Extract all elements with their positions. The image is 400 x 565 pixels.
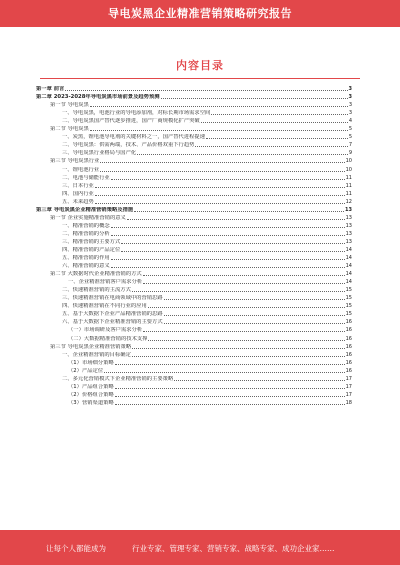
footer-slogan: 让每个人都能成为 xyxy=(46,544,106,553)
toc-entry[interactable] xyxy=(36,270,352,278)
toc-entry-page: 14 xyxy=(345,255,352,262)
toc-entry[interactable] xyxy=(36,334,352,342)
toc-entry[interactable] xyxy=(36,101,352,109)
toc-entry[interactable] xyxy=(36,391,352,399)
toc-entry[interactable] xyxy=(36,367,352,375)
toc-entry-page: 17 xyxy=(345,383,352,390)
toc-entry[interactable] xyxy=(36,326,352,334)
toc-entry[interactable] xyxy=(36,149,352,157)
toc-entry-label: 第二节 导电炭黑 xyxy=(50,126,89,133)
toc-leader-dots xyxy=(164,299,345,300)
toc-leader-dots xyxy=(132,291,345,292)
toc-entry[interactable] xyxy=(36,375,352,383)
toc-leader-dots xyxy=(148,307,345,308)
toc-entry-label: （一）市场调研及客户需求分析 xyxy=(68,327,143,334)
toc-entry[interactable] xyxy=(36,133,352,141)
toc-entry-label: 二、电池与储能行业 xyxy=(62,174,110,181)
toc-entry[interactable] xyxy=(36,125,352,133)
toc-entry-label: 二、导电炭黑国产替代逐步推进，国产厂商规模化扩产突破 xyxy=(62,118,200,125)
toc-leader-dots xyxy=(132,356,345,357)
toc-title: 内容目录 xyxy=(176,59,224,72)
toc-entry-page: 12 xyxy=(345,198,352,205)
toc-entry-label: （3）营销渠道策略 xyxy=(68,399,114,406)
toc-entry-page: 15 xyxy=(345,287,352,294)
toc-leader-dots xyxy=(201,122,348,123)
toc-entry-page: 16 xyxy=(345,327,352,334)
toc-entry[interactable] xyxy=(36,165,352,173)
toc-entry-label: 第三节 导电炭黑企业精准营销策略 xyxy=(50,343,132,350)
toc-entry[interactable] xyxy=(36,109,352,117)
toc-entry[interactable] xyxy=(36,238,352,246)
toc-entry-label: 二、导电炭黑：供需两端，技术、产品价格双重下行趋势 xyxy=(62,142,195,149)
toc-entry-page: 13 xyxy=(345,214,352,221)
toc-entry-label: 四、国内行业 xyxy=(62,190,94,197)
toc-entry-page: 11 xyxy=(345,174,352,181)
toc-entry-page: 9 xyxy=(348,150,352,157)
toc-entry-label: 第一节 导电炭黑 xyxy=(50,102,89,109)
toc-leader-dots xyxy=(174,380,344,381)
toc-leader-dots xyxy=(115,404,345,405)
toc-entry[interactable] xyxy=(36,230,352,238)
toc-leader-dots xyxy=(132,348,344,349)
toc-entry-page: 13 xyxy=(345,238,352,245)
toc-entry-page: 5 xyxy=(348,134,352,141)
toc-leader-dots xyxy=(211,114,347,115)
toc-entry[interactable] xyxy=(36,278,352,286)
toc-entry-page: 3 xyxy=(348,94,352,101)
toc-entry-page: 11 xyxy=(345,190,352,197)
toc-entry-page: 10 xyxy=(345,166,352,173)
toc-entry-page: 13 xyxy=(345,206,352,213)
toc-entry-label: 一、炭黑，锂电池导电剂的关键材料之一，国产替代进程提速 xyxy=(62,134,206,141)
toc-entry-label: 四、快速精准营销在不同行业的应用 xyxy=(62,303,147,310)
toc-leader-dots xyxy=(65,90,347,91)
toc-leader-dots xyxy=(161,98,348,99)
footer-tagline: 行业专家、管理专家、营销专家、战略专家、成功企业家…… xyxy=(132,544,335,553)
toc-entry-page: 14 xyxy=(345,246,352,253)
toc-entry-page: 16 xyxy=(345,319,352,326)
toc-entry-label: 一、企业精准营销的目标确定 xyxy=(62,351,131,358)
toc-entry[interactable] xyxy=(36,93,352,101)
table-of-contents xyxy=(36,85,352,407)
toc-entry-label: 三、精准营销的主要方式 xyxy=(62,238,121,245)
toc-entry-page: 16 xyxy=(345,343,352,350)
toc-leader-dots xyxy=(134,211,344,212)
toc-entry-page: 13 xyxy=(345,230,352,237)
toc-entry[interactable] xyxy=(36,310,352,318)
toc-entry-label: （2）价格组合策略 xyxy=(68,391,114,398)
toc-leader-dots xyxy=(111,235,345,236)
toc-entry-label: 六、精准营销的意义 xyxy=(62,263,110,270)
toc-entry-label: 六、基于大数据下企业精准营销的主要方式 xyxy=(62,319,163,326)
toc-leader-dots xyxy=(121,251,344,252)
toc-entry-label: 二、多元化营销模式下企业精准营销的主要策略 xyxy=(62,375,174,382)
toc-divider xyxy=(40,78,360,79)
toc-leader-dots xyxy=(111,227,345,228)
toc-entry-page: 14 xyxy=(345,263,352,270)
toc-leader-dots xyxy=(104,372,344,373)
toc-entry[interactable] xyxy=(36,343,352,351)
toc-leader-dots xyxy=(127,219,345,220)
toc-entry-label: 五、精准营销的作用 xyxy=(62,255,110,262)
toc-leader-dots xyxy=(100,162,344,163)
toc-entry-label: 一、锂电池行业 xyxy=(62,166,100,173)
toc-entry[interactable] xyxy=(36,206,352,214)
toc-entry-label: 一、导电炭黑，电池行业的导电添加剂，对标长期市场需求空间 xyxy=(62,110,211,117)
toc-entry[interactable] xyxy=(36,383,352,391)
toc-entry-label: 二、快速精准营销的主流方式 xyxy=(62,287,131,294)
toc-entry-label: 五、未来趋势 xyxy=(62,198,94,205)
toc-entry-label: （1）市场细分策略 xyxy=(68,359,114,366)
toc-entry-page: 16 xyxy=(345,351,352,358)
toc-leader-dots xyxy=(111,267,345,268)
toc-entry-page: 7 xyxy=(348,142,352,149)
toc-entry-label: 一、企业精准营销客户需求分析 xyxy=(68,279,143,286)
toc-entry-page: 4 xyxy=(348,118,352,125)
toc-entry-page: 15 xyxy=(345,303,352,310)
toc-leader-dots xyxy=(206,138,348,139)
toc-leader-dots xyxy=(90,106,348,107)
toc-entry-page: 3 xyxy=(348,110,352,117)
toc-entry[interactable] xyxy=(36,254,352,262)
toc-entry-label: 一、精准营销的概念 xyxy=(62,222,110,229)
toc-entry-label: 第三章 导电炭黑企业精准营销策略及措施 xyxy=(36,206,134,213)
toc-entry[interactable] xyxy=(36,302,352,310)
toc-leader-dots xyxy=(115,396,345,397)
toc-leader-dots xyxy=(143,275,345,276)
toc-leader-dots xyxy=(121,243,344,244)
toc-entry-label: 第二章 2023-2028年导电炭黑市场前景及趋势预测 xyxy=(36,94,160,101)
toc-entry-page: 16 xyxy=(345,359,352,366)
toc-entry-page: 13 xyxy=(345,222,352,229)
toc-entry[interactable] xyxy=(36,157,352,165)
toc-entry[interactable] xyxy=(36,190,352,198)
toc-entry-page: 16 xyxy=(345,335,352,342)
toc-entry-label: 三、导电炭黑行业格局与国产化 xyxy=(62,150,137,157)
toc-entry[interactable] xyxy=(36,294,352,302)
toc-entry-label: 第一章 前言 xyxy=(36,86,65,93)
toc-entry-page: 17 xyxy=(345,375,352,382)
toc-entry-page: 14 xyxy=(345,279,352,286)
toc-entry-label: （2）产品定位 xyxy=(68,367,104,374)
toc-entry-page: 18 xyxy=(345,399,352,406)
toc-entry[interactable] xyxy=(36,85,352,93)
toc-entry-label: 二、精准营销的分析 xyxy=(62,230,110,237)
toc-leader-dots xyxy=(111,259,345,260)
toc-entry-page: 3 xyxy=(348,86,352,93)
toc-entry[interactable] xyxy=(36,117,352,125)
toc-entry[interactable] xyxy=(36,359,352,367)
toc-leader-dots xyxy=(115,364,345,365)
toc-entry-page: 11 xyxy=(345,182,352,189)
toc-leader-dots xyxy=(143,283,344,284)
toc-entry-label: （二）大数据精准营销的技术支撑 xyxy=(68,335,148,342)
toc-leader-dots xyxy=(195,146,347,147)
toc-leader-dots xyxy=(90,130,348,131)
toc-leader-dots xyxy=(115,388,345,389)
toc-entry-label: 第一节 企业实施精准营销的意义 xyxy=(50,214,126,221)
toc-entry[interactable] xyxy=(36,214,352,222)
footer-banner xyxy=(0,530,400,565)
toc-entry[interactable] xyxy=(36,222,352,230)
toc-leader-dots xyxy=(111,179,345,180)
toc-leader-dots xyxy=(95,203,345,204)
toc-entry-label: 三、日本行业 xyxy=(62,182,94,189)
toc-leader-dots xyxy=(164,315,345,316)
toc-entry[interactable] xyxy=(36,351,352,359)
toc-leader-dots xyxy=(143,331,344,332)
report-header xyxy=(0,0,400,27)
toc-entry-label: （1）产品组合策略 xyxy=(68,383,114,390)
toc-leader-dots xyxy=(164,323,345,324)
toc-entry[interactable] xyxy=(36,246,352,254)
toc-entry[interactable] xyxy=(36,318,352,326)
toc-leader-dots xyxy=(137,154,348,155)
toc-entry-page: 5 xyxy=(348,126,352,133)
toc-entry-page: 15 xyxy=(345,295,352,302)
toc-entry-label: 第三节 导电炭黑行业 xyxy=(50,158,100,165)
toc-entry-label: 第二节 大数据时代企业精准营销的方式 xyxy=(50,271,142,278)
toc-entry-page: 16 xyxy=(345,367,352,374)
toc-entry[interactable] xyxy=(36,262,352,270)
toc-entry-page: 14 xyxy=(345,271,352,278)
toc-entry-page: 15 xyxy=(345,311,352,318)
toc-entry-label: 三、快速精准营销在电商领域中的营销思路 xyxy=(62,295,163,302)
toc-leader-dots xyxy=(95,187,345,188)
toc-entry[interactable] xyxy=(36,174,352,182)
toc-entry[interactable] xyxy=(36,286,352,294)
toc-entry-label: 五、基于大数据下企业产品精准营销的思路 xyxy=(62,311,163,318)
toc-entry[interactable] xyxy=(36,399,352,407)
toc-entry-page: 10 xyxy=(345,158,352,165)
toc-leader-dots xyxy=(95,195,345,196)
report-title: 导电炭黑企业精准营销策略研究报告 xyxy=(108,7,292,20)
toc-entry[interactable] xyxy=(36,198,352,206)
toc-entry-label: 四、精准营销的产品定位 xyxy=(62,246,121,253)
toc-entry[interactable] xyxy=(36,141,352,149)
toc-entry-page: 17 xyxy=(345,391,352,398)
toc-entry-page: 3 xyxy=(348,102,352,109)
toc-leader-dots xyxy=(100,171,345,172)
toc-entry[interactable] xyxy=(36,182,352,190)
toc-leader-dots xyxy=(148,340,344,341)
